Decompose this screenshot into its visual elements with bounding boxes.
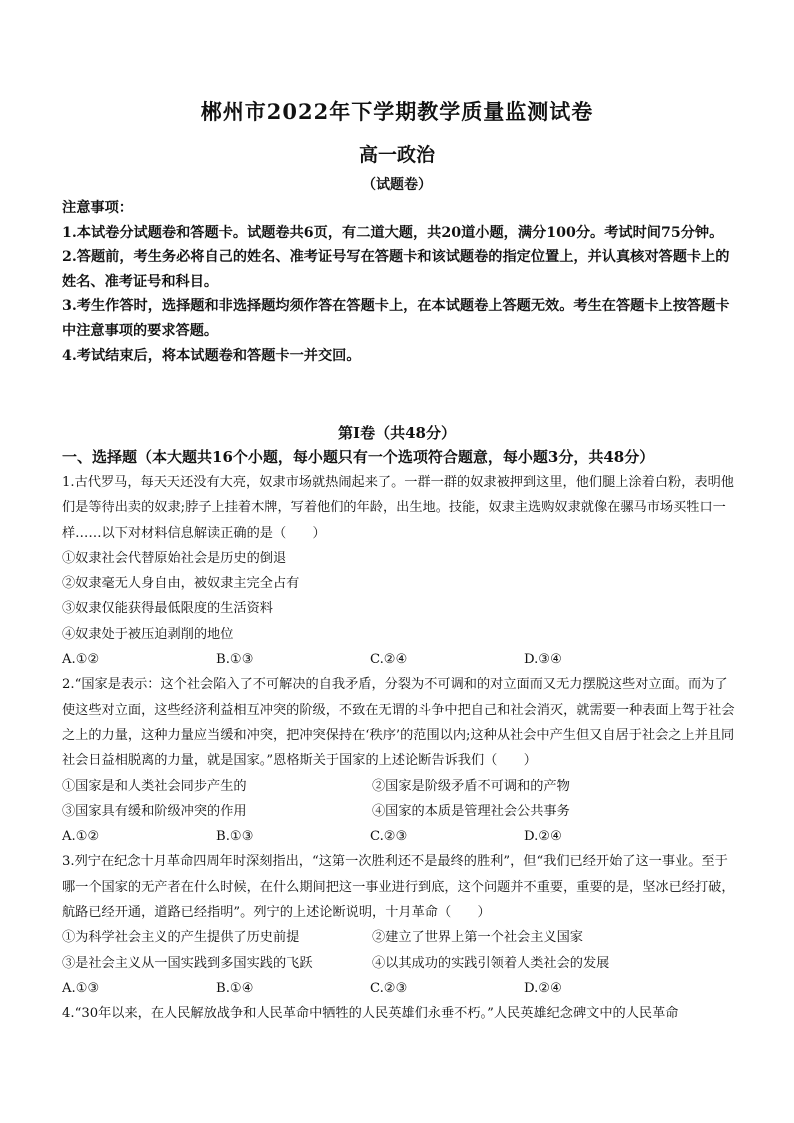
- question-stem: 1.古代罗马，每天天还没有大亮，奴隶市场就热闹起来了。一群一群的奴隶被押到这里，他们腿上涂着白粉，表明他们是等待出卖的奴隶;脖子上挂着木牌，写着他们的年龄，出生地。技能，奴隶主选购奴隶就像在骡马市场买牲口一样……以下对材料信息解读正确的是（ ）: [62, 475, 734, 541]
- answer-choices: [62, 976, 738, 1001]
- question-statement: ①国家是和人类社会同步产生的: [62, 778, 247, 794]
- choice-b: B.①③: [216, 829, 254, 845]
- choice-a: A.①②: [62, 652, 100, 668]
- question-stem: 3.列宁在纪念十月革命四周年时深刻指出，“这第一次胜利还不是最终的胜利”，但“我们已经开始了这一事业。至于哪一个国家的无产者在什么时候，在什么期间把这一事业进行到底，这个问题并不重要，重要的是，坚冰已经打破，航路已经开通，道路已经指明”。列宁的上述论断说明，十月革命（ ）: [62, 854, 735, 921]
- choice-d: D.②④: [524, 980, 562, 996]
- question-statement: ④以其成功的实践引领着人类社会的发展: [372, 955, 610, 971]
- part-title: 一、选择题（本大题共16个小题，每小题只有一个选项符合题意，每小题3分，共48分）: [62, 448, 655, 466]
- question-stem: 2.“国家是表示：这个社会陷入了不可解决的自我矛盾，分裂为不可调和的对立面而又无力摆脱这些对立面。而为了使这些对立面，这些经济利益相互冲突的阶级，不致在无谓的斗争中把自己和社会消灭，就需要一种表面上驾于社会之上的力量，这种力量应当缓和冲突，把冲突保持在‘秩序’的范围以内;这种从社会中产生但又自居于社会之上并且同社会日益相脱离的力量，就是国家。”恩格斯关于国家的上述论断告诉我们（ ）: [62, 677, 735, 769]
- choice-d: D.②④: [524, 829, 562, 845]
- notice-section: [62, 196, 742, 368]
- question-statement: ②国家是阶级矛盾不可调和的产物: [372, 778, 570, 794]
- choice-b: B.①③: [216, 652, 254, 668]
- question-statement: ③是社会主义从一国实践到多国实践的飞跃: [62, 955, 313, 971]
- choice-c: C.②③: [370, 980, 408, 996]
- statement-row: [62, 774, 738, 799]
- statement-row: [62, 799, 738, 824]
- question-statement: ②奴隶毫无人身自由，被奴隶主完全占有: [62, 576, 300, 592]
- notice-item: 4.考试结束后，将本试题卷和答题卡一并交回。: [62, 347, 361, 364]
- section-title: 第Ⅰ卷（共48分）: [338, 424, 456, 442]
- notice-heading: 注意事项：: [62, 200, 133, 216]
- choice-d: D.③④: [524, 652, 562, 668]
- choice-a: A.①②: [62, 829, 100, 845]
- statement-row: [62, 951, 738, 976]
- question-statement: ④国家的本质是管理社会公共事务: [372, 803, 570, 819]
- question-statement: ③奴隶仅能获得最低限度的生活资料: [62, 601, 273, 617]
- exam-title: 郴州市2022年下学期教学质量监测试卷: [200, 99, 594, 124]
- question-statement: ①为科学社会主义的产生提供了历史前提: [62, 930, 300, 946]
- question-list: [62, 470, 738, 1027]
- paper-type-label: （试题卷）: [362, 177, 432, 193]
- notice-item: 1.本试卷分试题卷和答题卡。试题卷共6页，有二道大题，共20道小题，满分100分。考试时间75分钟。: [62, 224, 724, 241]
- question-statement: ②建立了世界上第一个社会主义国家: [372, 930, 583, 946]
- question-stem: 4.“30年以来，在人民解放战争和人民革命中牺牲的人民英雄们永垂不朽。”人民英雄纪念碑文中的人民革命: [62, 1006, 679, 1022]
- answer-choices: [62, 824, 738, 849]
- exam-subject: 高一政治: [358, 144, 435, 166]
- statement-row: [62, 925, 738, 950]
- notice-item: 2.答题前，考生务必将自己的姓名、准考证号写在答题卡和该试题卷的指定位置上，并认真核对答题卡上的姓名、准考证号和科目。: [62, 249, 730, 290]
- choice-c: C.②④: [370, 652, 408, 668]
- question-statement: ①奴隶社会代替原始社会是历史的倒退: [62, 550, 287, 566]
- question-statement: ③国家具有缓和阶级冲突的作用: [62, 803, 247, 819]
- choice-c: C.②③: [370, 829, 408, 845]
- notice-item: 3.考生作答时，选择题和非选择题均须作答在答题卡上，在本试题卷上答题无效。考生在答题卡上按答题卡中注意事项的要求答题。: [62, 298, 730, 339]
- answer-choices: [62, 647, 738, 672]
- choice-b: B.①④: [216, 980, 254, 996]
- question-statement: ④奴隶处于被压迫剥削的地位: [62, 626, 234, 642]
- choice-a: A.①③: [62, 980, 100, 996]
